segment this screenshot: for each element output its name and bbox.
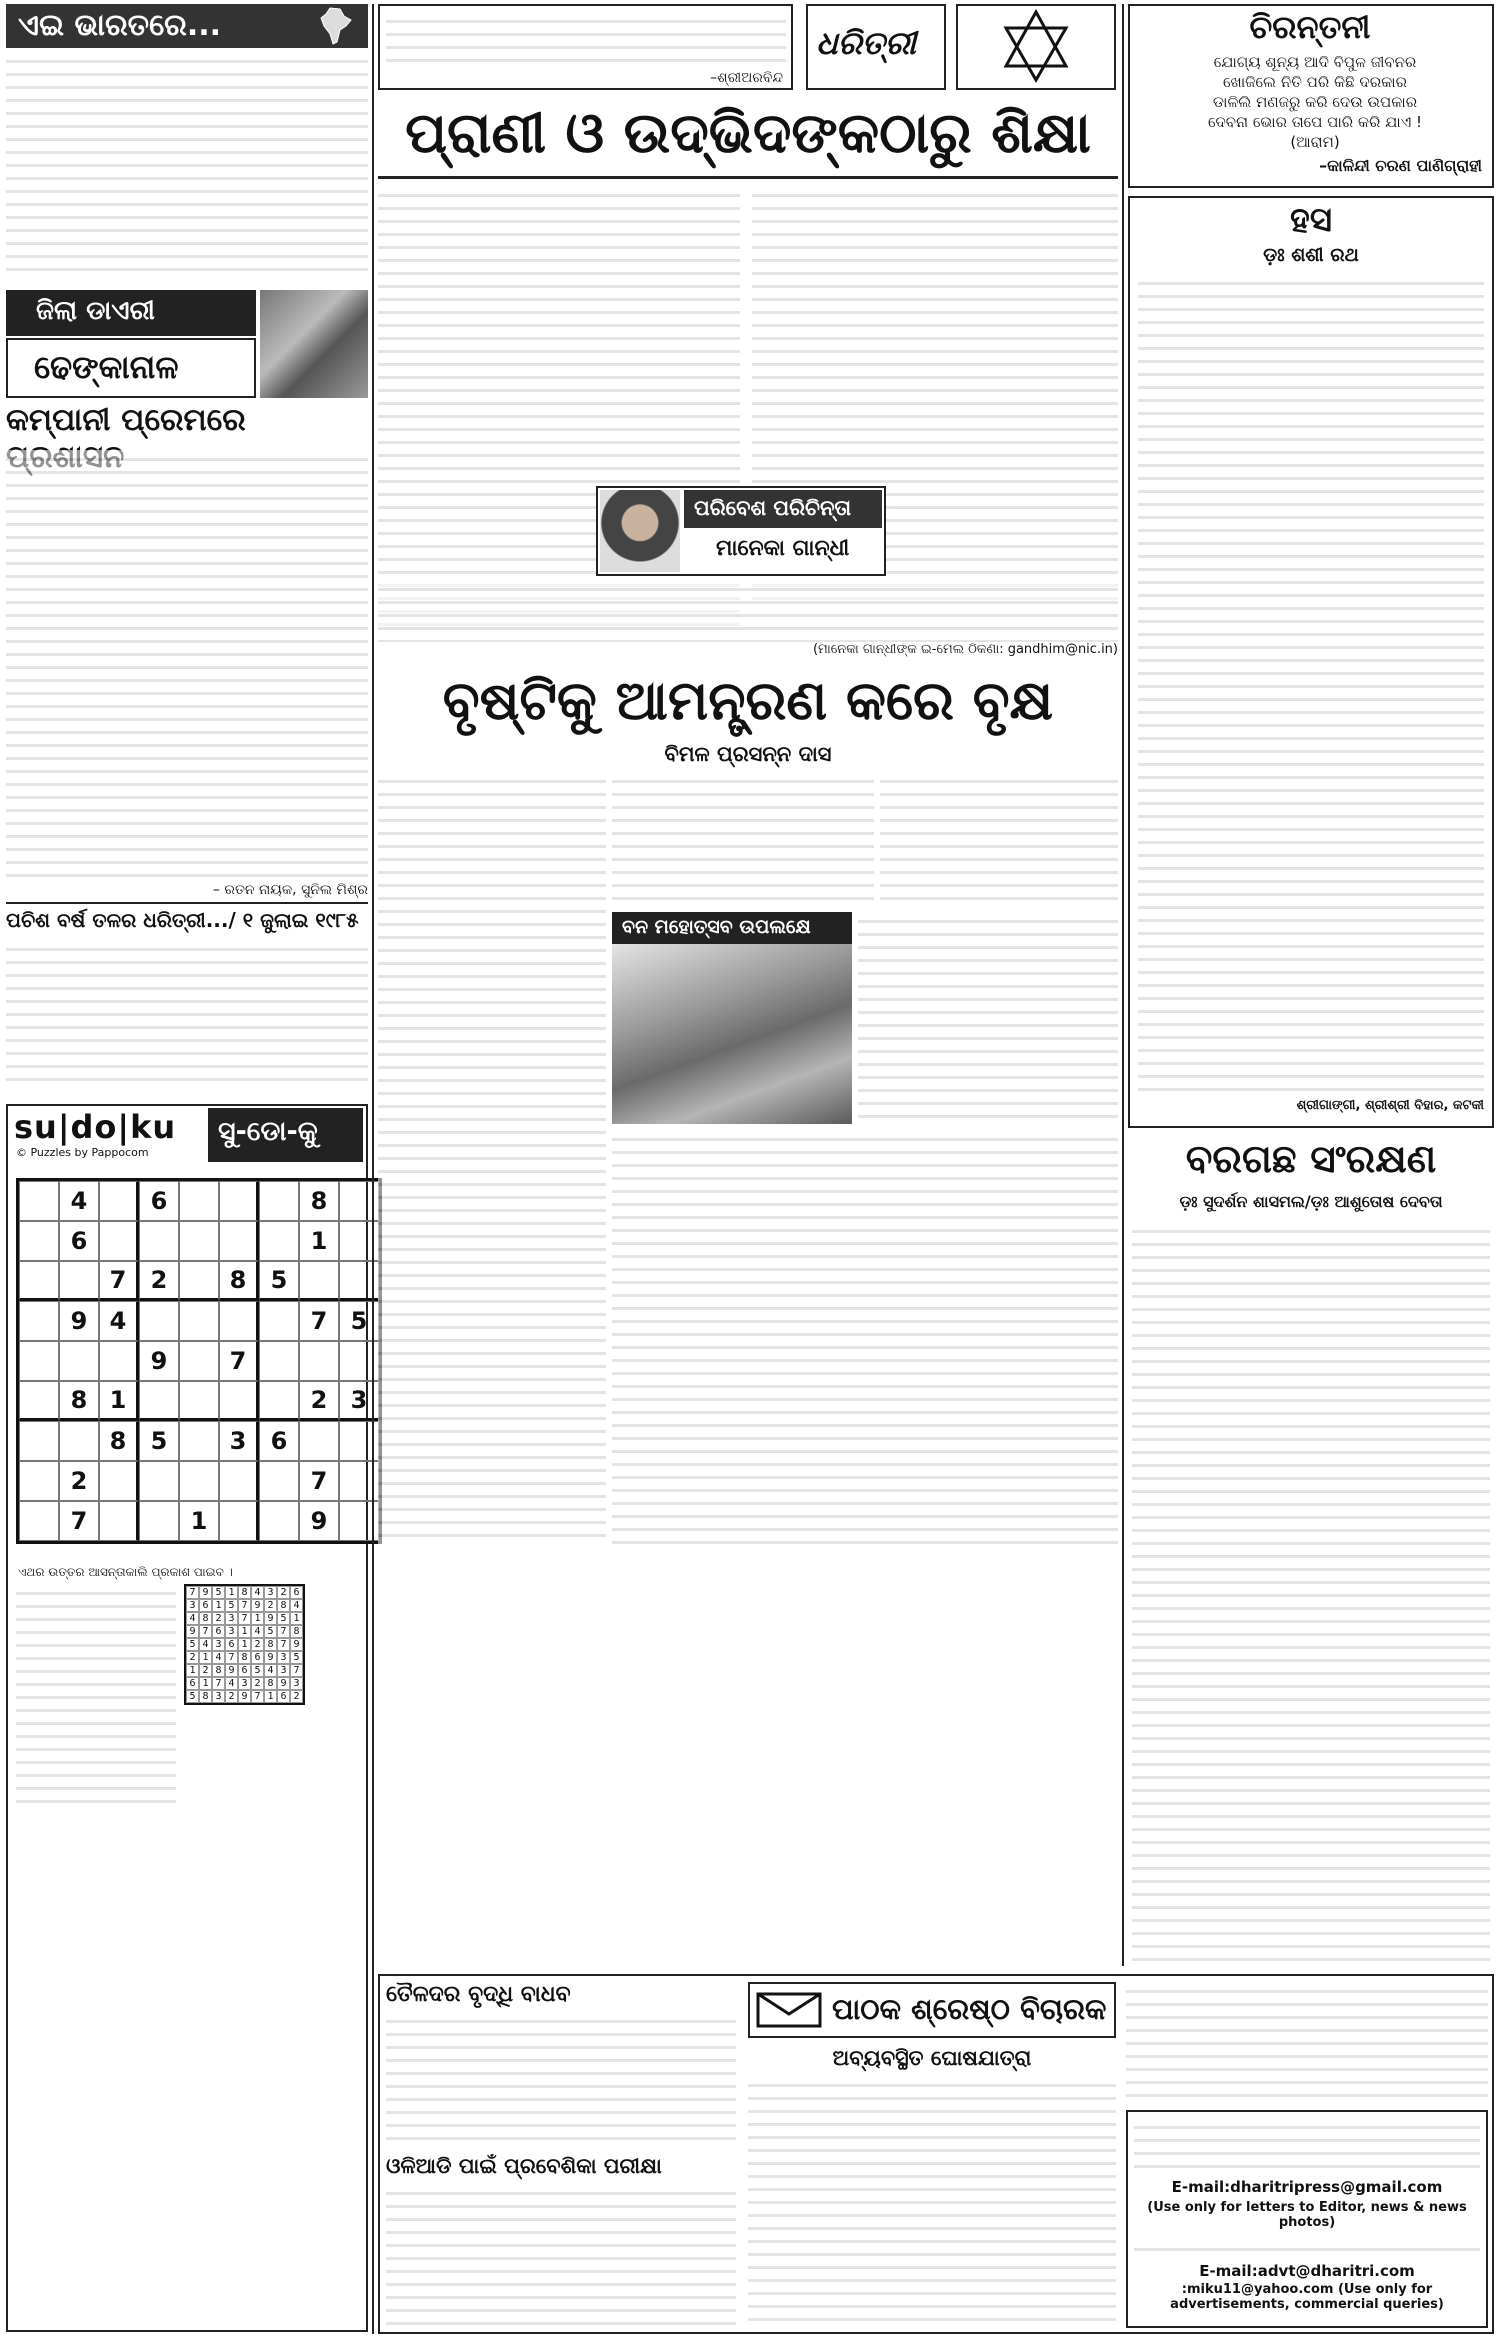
sudoku-cell[interactable]: 1 <box>299 1221 339 1261</box>
sudoku-cell[interactable]: 9 <box>59 1301 99 1341</box>
chirantani-line: ଡାଳିଲି ମଣଜରୁ କରି ଦେଉ ଉପକାର <box>1212 93 1418 111</box>
solution-cell: 7 <box>277 1625 290 1638</box>
solution-cell: 9 <box>277 1677 290 1690</box>
solution-cell: 7 <box>238 1599 251 1612</box>
solution-cell: 1 <box>251 1612 264 1625</box>
sudoku-cell[interactable] <box>19 1341 59 1381</box>
sudoku-cell[interactable] <box>99 1461 139 1501</box>
solution-cell: 8 <box>264 1677 277 1690</box>
sudoku-cell[interactable]: 7 <box>299 1461 339 1501</box>
solution-cell: 5 <box>290 1651 303 1664</box>
solution-cell: 2 <box>186 1651 199 1664</box>
sudoku-cell[interactable] <box>179 1221 219 1261</box>
solution-cell: 2 <box>290 1690 303 1703</box>
paribesha-box <box>596 486 886 576</box>
sudoku-cell[interactable] <box>299 1261 339 1301</box>
solution-cell: 3 <box>264 1586 277 1599</box>
solution-cell: 4 <box>212 1651 225 1664</box>
letter3-title: ଅବ୍ୟବସ୍ଥିତ ଘୋଷଯାତ୍ରା <box>832 2046 1032 2070</box>
solution-cell: 4 <box>290 1599 303 1612</box>
envelope-icon <box>756 1990 826 2030</box>
chirantani-line: ଦେବନା ଭୋର ତାପେ ପାରି କରି ଯାଏ ! <box>1207 113 1423 131</box>
solution-cell: 7 <box>290 1664 303 1677</box>
contact-box <box>1126 2110 1488 2328</box>
sudoku-cell[interactable] <box>179 1381 219 1421</box>
sudoku-cell[interactable] <box>179 1301 219 1341</box>
letters-section <box>378 1974 1494 2334</box>
bharat-text <box>6 52 368 277</box>
sudoku-cell[interactable] <box>259 1181 299 1221</box>
sudoku-title: ସୁ-ଡୋ-କୁ <box>218 1116 318 1147</box>
sudoku-cell[interactable] <box>19 1421 59 1461</box>
solution-cell: 5 <box>186 1690 199 1703</box>
chirantani-title: ଚିରନ୍ତନୀ <box>1249 8 1371 46</box>
sudoku-title-box <box>208 1108 363 1162</box>
solution-cell: 6 <box>186 1677 199 1690</box>
sudoku-cell[interactable] <box>259 1341 299 1381</box>
sudoku-cell[interactable] <box>19 1381 59 1421</box>
sudoku-cell[interactable] <box>219 1181 259 1221</box>
company-author: – ରତନ ନାୟକ, ସୁନିଲ ମିଶ୍ର <box>212 882 368 898</box>
sudoku-grid-wrap <box>16 1178 382 1544</box>
sudoku-cell[interactable]: 2 <box>139 1261 179 1301</box>
solution-cell: 5 <box>186 1638 199 1651</box>
sudoku-cell[interactable]: 5 <box>259 1261 299 1301</box>
solution-cell: 7 <box>212 1677 225 1690</box>
quote-box <box>378 4 793 90</box>
sudoku-cell[interactable]: 6 <box>139 1181 179 1221</box>
sudoku-cell[interactable]: 8 <box>219 1261 259 1301</box>
hasa-title: ହସ <box>1290 200 1332 240</box>
solution-cell: 4 <box>264 1664 277 1677</box>
sudoku-cell[interactable] <box>259 1221 299 1261</box>
solution-cell: 6 <box>251 1651 264 1664</box>
solution-cell: 3 <box>225 1625 238 1638</box>
advt-email-alt[interactable]: :miku11@yahoo.com (Use only for advertisements, commercial queries) <box>1170 2282 1444 2312</box>
advt-email[interactable]: E-mail:advt@dharitri.com <box>1199 2262 1415 2280</box>
solution-cell: 8 <box>238 1586 251 1599</box>
solution-cell: 9 <box>238 1690 251 1703</box>
solution-cell: 5 <box>264 1625 277 1638</box>
pathaka-banner <box>748 1982 1116 2038</box>
sudoku-cell[interactable] <box>99 1341 139 1381</box>
solution-cell: 3 <box>186 1599 199 1612</box>
sudoku-cell[interactable] <box>19 1261 59 1301</box>
sudoku-cell[interactable]: 2 <box>299 1381 339 1421</box>
logo-text: ଧରିତ୍ରୀ <box>816 24 916 62</box>
star-emblem-icon <box>956 4 1116 90</box>
chirantani-line: ଯୋଗ୍ୟ ଶୂନ୍ୟ ଆଦି ବିପୁଳ ଜୀବନର <box>1213 53 1417 71</box>
solution-cell: 7 <box>199 1625 212 1638</box>
solution-cell: 1 <box>238 1625 251 1638</box>
sudoku-cell[interactable] <box>179 1341 219 1381</box>
solution-cell: 4 <box>251 1586 264 1599</box>
solution-cell: 1 <box>238 1638 251 1651</box>
solution-cell: 7 <box>251 1690 264 1703</box>
sudoku-cell[interactable] <box>59 1341 99 1381</box>
solution-cell: 7 <box>277 1638 290 1651</box>
solution-cell: 3 <box>277 1664 290 1677</box>
letter2-title: ଓଳିଆଡି ପାଇଁ ପ୍ରବେଶିକା ପରୀକ୍ଷା <box>386 2154 662 2178</box>
editor-email-use: (Use only for letters to Editor, news & news photos) <box>1147 2200 1467 2230</box>
quote-author: –ଶ୍ରୀଅରବିନ୍ଦ <box>710 70 783 86</box>
solution-cell: 6 <box>212 1625 225 1638</box>
sudoku-cell[interactable]: 7 <box>299 1301 339 1341</box>
solution-cell: 2 <box>264 1599 277 1612</box>
solution-cell: 3 <box>290 1677 303 1690</box>
sudoku-cell[interactable] <box>299 1421 339 1461</box>
sudoku-cell[interactable] <box>179 1181 219 1221</box>
sudoku-solution-wrap <box>184 1584 305 1705</box>
twentyfive-title: ପଚିଶ ବର୍ଷ ତଳର ଧରିତ୍ରୀ.../ ୧ ଜୁଲାଇ ୧୯୮୫ <box>6 908 359 932</box>
sudoku-cell[interactable] <box>179 1461 219 1501</box>
sudoku-cell[interactable]: 7 <box>59 1501 99 1541</box>
bargachh-text <box>1132 1222 1490 1962</box>
sudoku-box <box>6 1104 368 2332</box>
brushti-col1 <box>378 772 606 1547</box>
solution-cell: 8 <box>238 1651 251 1664</box>
sudoku-cell[interactable] <box>179 1261 219 1301</box>
hasa-signoff: ଶ୍ରୀଗାଙ୍ଗୀ, ଶ୍ରୀଶ୍ରୀ ବିହାର, କଟକୀ <box>1296 1098 1484 1113</box>
twentyfive-text <box>6 940 368 1090</box>
solution-cell: 5 <box>251 1664 264 1677</box>
solution-cell: 1 <box>290 1612 303 1625</box>
solution-cell: 4 <box>186 1612 199 1625</box>
solution-cell: 8 <box>264 1638 277 1651</box>
maneka-photo <box>600 490 680 572</box>
brushti-col3 <box>880 772 1118 910</box>
solution-cell: 5 <box>225 1599 238 1612</box>
sudoku-grid[interactable] <box>16 1178 382 1544</box>
chirantani-author: –କାଳିନ୍ଦୀ ଚରଣ ପାଣିଗ୍ରାହୀ <box>1319 156 1482 175</box>
sudoku-cell[interactable] <box>19 1301 59 1341</box>
solution-cell: 2 <box>212 1612 225 1625</box>
company-headline: କମ୍ପାନୀ ପ୍ରେମରେ <box>6 402 246 438</box>
sudoku-cell[interactable] <box>19 1501 59 1541</box>
brushti-col2 <box>612 772 874 910</box>
paribesha-contact: (ମାନେକା ଗାନ୍ଧୀଙ୍କ ଇ-ମେଲ ଠିକଣା: gandhim@nic.in) <box>812 642 1118 657</box>
sudoku-cell[interactable] <box>259 1501 299 1541</box>
solution-cell: 8 <box>212 1664 225 1677</box>
sudoku-cell[interactable] <box>19 1221 59 1261</box>
sudoku-cell[interactable] <box>59 1421 99 1461</box>
sudoku-cell[interactable]: 6 <box>59 1221 99 1261</box>
solution-cell: 3 <box>277 1651 290 1664</box>
company-text <box>6 450 368 880</box>
solution-cell: 9 <box>186 1625 199 1638</box>
chirantani-line: ଖୋଜିଲେ ନିତି ପରି କିଛି ଦରକାର <box>1223 73 1407 91</box>
solution-cell: 4 <box>199 1638 212 1651</box>
solution-cell: 9 <box>264 1612 277 1625</box>
sudoku-cell[interactable] <box>219 1461 259 1501</box>
sudoku-cell[interactable] <box>139 1461 179 1501</box>
solution-cell: 9 <box>264 1651 277 1664</box>
sudoku-cell[interactable]: 5 <box>139 1421 179 1461</box>
solution-cell: 2 <box>251 1638 264 1651</box>
sudoku-cell[interactable] <box>19 1461 59 1501</box>
sudoku-credit: © Puzzles by Pappocom <box>16 1146 149 1159</box>
dharitri-logo <box>806 4 946 90</box>
sudoku-cell[interactable] <box>259 1461 299 1501</box>
solution-cell: 6 <box>225 1638 238 1651</box>
solution-cell: 7 <box>186 1586 199 1599</box>
chirantani-box <box>1128 4 1494 188</box>
solution-cell: 4 <box>251 1625 264 1638</box>
sudoku-cell[interactable]: 8 <box>99 1421 139 1461</box>
sudoku-cell[interactable]: 1 <box>99 1381 139 1421</box>
solution-cell: 9 <box>225 1664 238 1677</box>
solution-cell: 6 <box>238 1664 251 1677</box>
sudoku-cell[interactable] <box>59 1261 99 1301</box>
sudoku-solution <box>184 1584 305 1705</box>
bargachh-headline: ବରଗଛ ସଂରକ୍ଷଣ <box>1185 1137 1437 1182</box>
sudoku-cell[interactable]: 6 <box>259 1421 299 1461</box>
bargachh-author: ଡ଼ଃ ସୁଦର୍ଶନ ଶାସମଲ/ଡ଼ଃ ଆଶୁତୋଷ ଦେବତା <box>1179 1192 1443 1211</box>
sudoku-cell[interactable]: 3 <box>219 1421 259 1461</box>
solution-cell: 9 <box>290 1638 303 1651</box>
solution-cell: 6 <box>290 1586 303 1599</box>
paribesha-author: ମାନେକା ଗାନ୍ଧୀ <box>716 536 850 561</box>
solution-cell: 5 <box>212 1586 225 1599</box>
solution-cell: 1 <box>264 1690 277 1703</box>
diary-photo <box>260 290 368 398</box>
hasa-box <box>1128 196 1494 1128</box>
solution-cell: 9 <box>199 1586 212 1599</box>
sudoku-logo: su|do|ku <box>14 1108 177 1146</box>
solution-cell: 1 <box>199 1677 212 1690</box>
sudoku-cell[interactable]: 3 <box>339 1381 379 1421</box>
pathaka-title: ପାଠକ ଶ୍ରେଷ୍ଠ ବିଚାରକ <box>832 1992 1107 2026</box>
sudoku-cell[interactable]: 8 <box>299 1181 339 1221</box>
brushti-headline: ବୃଷ୍ଟିକୁ ଆମନ୍ତ୍ରଣ କରେ ବୃକ୍ଷ <box>442 669 1054 732</box>
solution-cell: 3 <box>212 1690 225 1703</box>
sudoku-cell[interactable] <box>99 1181 139 1221</box>
sudoku-cell[interactable] <box>219 1221 259 1261</box>
solution-cell: 9 <box>251 1599 264 1612</box>
sudoku-cell[interactable] <box>219 1301 259 1341</box>
sudoku-caption: ଏଥର ଉତ୍ତର ଆସନ୍ତାକାଲି ପ୍ରକାଶ ପାଇବ । <box>18 1565 233 1579</box>
solution-cell: 1 <box>199 1651 212 1664</box>
solution-cell: 8 <box>277 1599 290 1612</box>
solution-cell: 1 <box>212 1599 225 1612</box>
sudoku-cell[interactable] <box>139 1301 179 1341</box>
solution-cell: 1 <box>186 1664 199 1677</box>
solution-cell: 3 <box>225 1612 238 1625</box>
solution-cell: 7 <box>225 1651 238 1664</box>
brushti-author: ବିମଳ ପ୍ରସନ୍ନ ଦାସ <box>664 742 832 766</box>
brushti-photo-caption: ବନ ମହୋତ୍ସବ ଉପଲକ୍ଷେ <box>622 916 811 938</box>
solution-cell: 2 <box>225 1690 238 1703</box>
chirantani-line: (ଆରାମ) <box>1290 133 1340 151</box>
tree-photo <box>612 944 852 1124</box>
hasa-author: ଡ଼ଃ ଶଶୀ ରଥ <box>1263 244 1359 266</box>
solution-cell: 6 <box>199 1599 212 1612</box>
solution-cell: 6 <box>277 1690 290 1703</box>
sudoku-cell[interactable]: 7 <box>99 1261 139 1301</box>
sudoku-cell[interactable] <box>219 1501 259 1541</box>
solution-cell: 8 <box>290 1625 303 1638</box>
solution-cell: 2 <box>277 1586 290 1599</box>
bharat-header <box>6 4 368 48</box>
solution-cell: 5 <box>277 1612 290 1625</box>
solution-cell: 1 <box>225 1586 238 1599</box>
solution-cell: 3 <box>238 1677 251 1690</box>
paribesha-label: ପରିବେଶ ପରିଚିନ୍ତା <box>694 496 852 520</box>
sudoku-cell[interactable] <box>179 1421 219 1461</box>
sudoku-cell[interactable]: 4 <box>59 1181 99 1221</box>
sudoku-cell[interactable]: 8 <box>59 1381 99 1421</box>
india-map-icon <box>318 6 354 46</box>
diary-district: ଢେଙ୍କାନାଳ <box>34 348 179 386</box>
bharat-title: ଏଇ ଭାରତରେ... <box>18 8 222 43</box>
brushti-col5 <box>612 1130 1118 1550</box>
sudoku-cell[interactable] <box>99 1501 139 1541</box>
sudoku-instructions <box>16 1584 176 1804</box>
district-diary-box <box>6 290 368 400</box>
sudoku-cell[interactable] <box>299 1341 339 1381</box>
diary-label: ଜିଲା ଡାଏରୀ <box>36 296 155 326</box>
sudoku-cell[interactable] <box>99 1221 139 1261</box>
sudoku-cell[interactable]: 7 <box>219 1341 259 1381</box>
brushti-col4 <box>858 912 1118 1124</box>
solution-cell: 7 <box>238 1612 251 1625</box>
solution-cell: 3 <box>212 1638 225 1651</box>
solution-cell: 8 <box>199 1690 212 1703</box>
sudoku-cell[interactable]: 9 <box>299 1501 339 1541</box>
sudoku-cell[interactable] <box>219 1381 259 1421</box>
sudoku-cell[interactable] <box>259 1381 299 1421</box>
sudoku-cell[interactable]: 9 <box>139 1341 179 1381</box>
sudoku-cell[interactable]: 2 <box>59 1461 99 1501</box>
sudoku-cell[interactable]: 5 <box>339 1301 379 1341</box>
solution-cell: 2 <box>251 1677 264 1690</box>
sudoku-cell[interactable]: 4 <box>99 1301 139 1341</box>
solution-cell: 4 <box>225 1677 238 1690</box>
main-headline: ପ୍ରାଣୀ ଓ ଉଦ୍ଭିଦଙ୍କଠାରୁ ଶିକ୍ଷା <box>405 101 1091 166</box>
solution-cell: 8 <box>199 1612 212 1625</box>
letter1-title: ତୈଳଦର ବୃଦ୍ଧି ବାଧବ <box>386 1982 571 2007</box>
sudoku-cell[interactable] <box>139 1221 179 1261</box>
sudoku-cell[interactable] <box>139 1381 179 1421</box>
solution-cell: 2 <box>199 1664 212 1677</box>
brushti-photo-caption-box <box>612 912 852 944</box>
sudoku-cell[interactable] <box>139 1501 179 1541</box>
sudoku-cell[interactable] <box>19 1181 59 1221</box>
editor-email[interactable]: E-mail:dharitripress@gmail.com <box>1171 2178 1443 2196</box>
sudoku-cell[interactable] <box>259 1301 299 1341</box>
sudoku-cell[interactable]: 1 <box>179 1501 219 1541</box>
